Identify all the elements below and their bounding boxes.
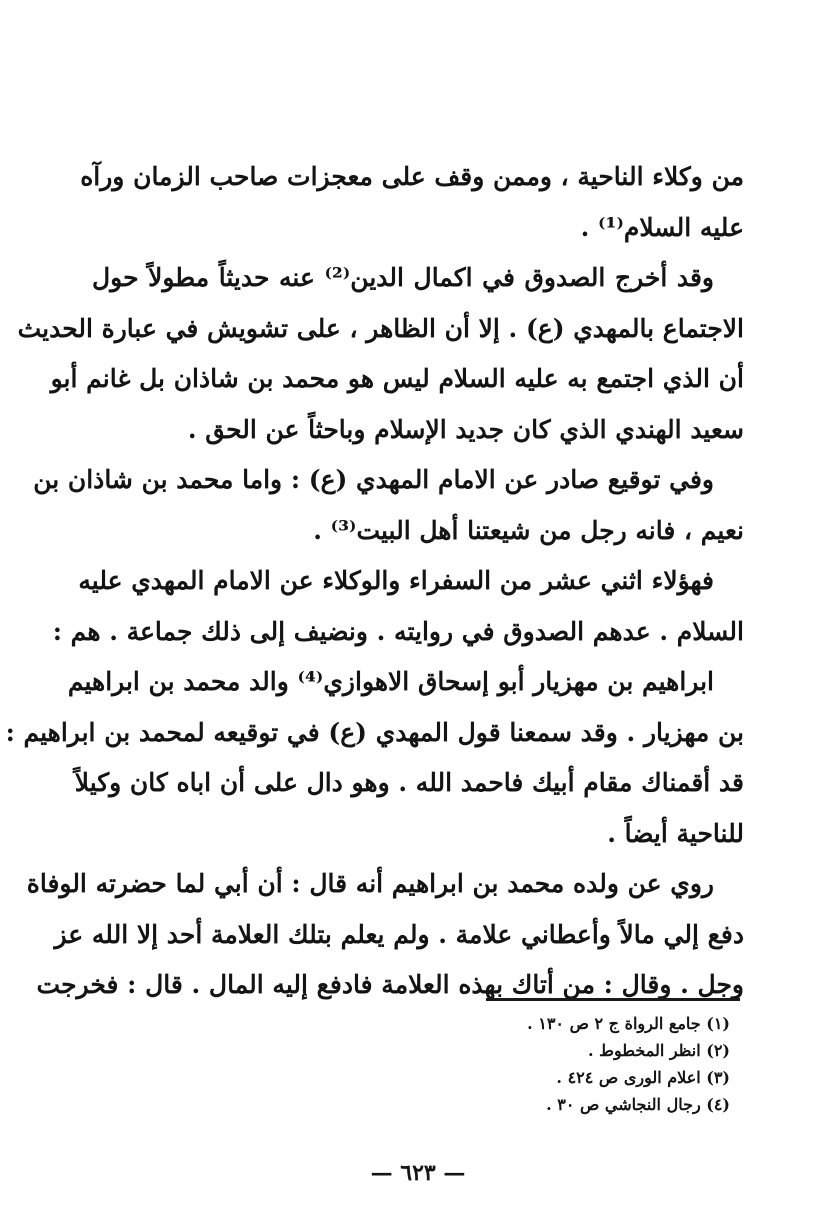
text-line: وقد أخرج الصدوق في اكمال الدين⁽²⁾ عنه حديثاً مطولاً حول (92, 263, 714, 292)
text-line: سعيد الهندي الذي كان جديد الإسلام وباحثاً عن الحق . (187, 414, 744, 444)
text-line: وجل . وقال : من أتاك بهذه العلامة فادفع إليه المال . قال : فخرجت (36, 970, 744, 999)
footnote-item: (٤) رجال النجاشي ص ٣٠ . (546, 1095, 730, 1114)
text-line: فهؤلاء اثني عشر من السفراء والوكلاء عن الامام المهدي عليه (78, 566, 714, 595)
text-line: روي عن ولده محمد بن ابراهيم أنه قال : أن أبي لما حضرته الوفاة (26, 869, 714, 898)
text-line: نعيم ، فانه رجل من شيعتنا أهل البيت⁽³⁾ . (313, 515, 744, 545)
main-text (5, 152, 744, 1011)
footnotes (300, 1010, 730, 1118)
text-line: للناحية أيضاً . (607, 818, 744, 848)
text-line: من وكلاء الناحية ، وممن وقف على معجزات صاحب الزمان ورآه (80, 162, 744, 191)
text-line: دفع إلي مالاً وأعطاني علامة . ولم يعلم بتلك العلامة أحد إلا الله عز (54, 919, 744, 949)
footnote-item: (٣) اعلام الورى ص ٤٢٤ . (556, 1068, 730, 1087)
text-line: وفي توقيع صادر عن الامام المهدي (ع) : واما محمد بن شاذان بن (33, 465, 714, 494)
footnote-divider (486, 998, 740, 1001)
footnote-item: (٢) انظر المخطوط . (588, 1041, 730, 1060)
text-line: عليه السلام⁽¹⁾ . (580, 212, 744, 242)
text-line: قد أقمناك مقام أبيك فاحمد الله . وهو دال على أن اباه كان وكيلاً (74, 768, 744, 797)
page-number: — ٦٢٣ — (370, 1160, 466, 1186)
text-line: ابراهيم بن مهزيار أبو إسحاق الاهوازي⁽⁴⁾ والد محمد بن ابراهيم (67, 667, 714, 696)
footnote-item: (١) جامع الرواة ج ٢ ص ١٣٠ . (527, 1014, 730, 1033)
text-line: بن مهزيار . وقد سمعنا قول المهدي (ع) في توقيعه لمحمد بن ابراهيم : (5, 717, 744, 747)
text-line: أن الذي اجتمع به عليه السلام ليس هو محمد بن شاذان بل غانم أبو (50, 364, 744, 393)
text-line: السلام . عدهم الصدوق في روايته . ونضيف إلى ذلك جماعة . هم : (52, 616, 744, 646)
text-line: الاجتماع بالمهدي (ع) . إلا أن الظاهر ، على تشويش في عبارة الحديث (17, 313, 744, 343)
